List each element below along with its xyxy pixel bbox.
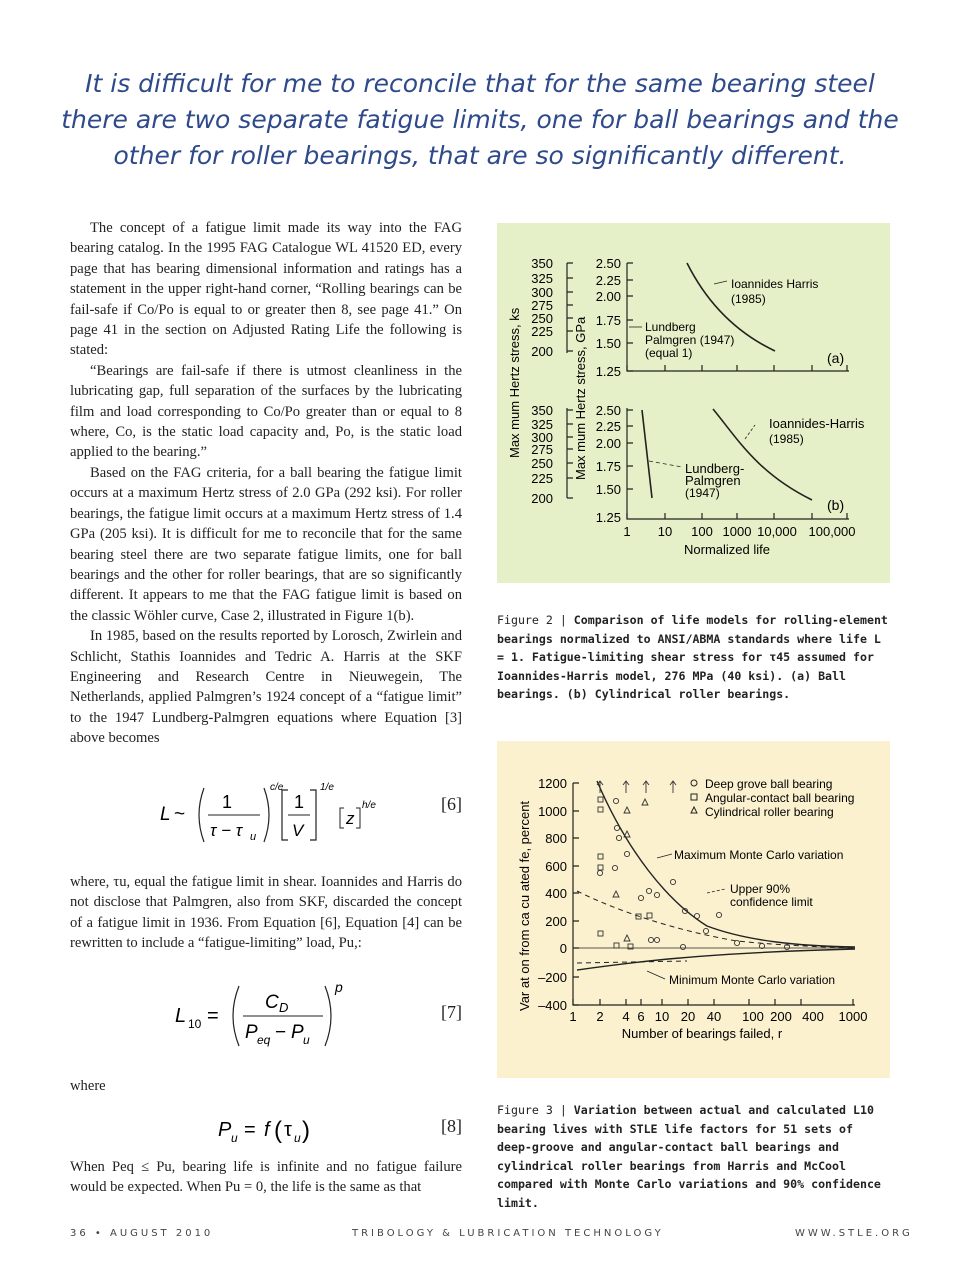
footer-center: TRIBOLOGY & LUBRICATION TECHNOLOGY bbox=[352, 1228, 664, 1239]
equation-7-number: [7] bbox=[441, 1002, 462, 1022]
fig2-xlabel: Normalized life bbox=[684, 542, 770, 557]
figure-3-chart bbox=[497, 741, 890, 1078]
fig3-y-tick: 1000 bbox=[538, 804, 567, 819]
svg-text:=: = bbox=[207, 1005, 219, 1027]
legend-square-icon bbox=[691, 794, 697, 800]
fig2-gpa-tick: 1.50 bbox=[595, 482, 621, 497]
fig3-y-tick: –400 bbox=[538, 998, 567, 1013]
fig2-gpa-ticks-a bbox=[596, 256, 621, 379]
fig3-legend-1: Deep grove ball bearing bbox=[705, 777, 833, 791]
fig2-ks-tick: 275 bbox=[531, 298, 553, 313]
svg-text:(: ( bbox=[274, 1117, 282, 1144]
fig3-y-tick: 0 bbox=[559, 941, 567, 956]
fig3-label-upper1: Upper 90% bbox=[730, 882, 791, 896]
fig3-label-min: Minimum Monte Carlo variation bbox=[669, 973, 836, 987]
svg-text:V: V bbox=[292, 821, 304, 840]
fig3-y-tick: 400 bbox=[545, 886, 567, 901]
equation-8 bbox=[70, 1110, 462, 1150]
figure-3-caption-label: Figure 3 | bbox=[497, 1103, 567, 1117]
fig2-label-lp-b3: (1947) bbox=[685, 486, 720, 500]
fig2-gpa-tick: 2.00 bbox=[595, 289, 621, 304]
fig2-ks-tick: 250 bbox=[531, 456, 553, 471]
fig2-gpa-tick: 2.25 bbox=[595, 419, 621, 434]
fig3-x-ticks bbox=[569, 1009, 867, 1024]
legend-triangle-icon bbox=[691, 807, 697, 813]
fig2-x-tick: 100,000 bbox=[808, 524, 856, 539]
fig2-label-lp-a1: Lundberg bbox=[645, 320, 696, 334]
fig2-ks-tick: 350 bbox=[531, 403, 553, 418]
fig2-ks-tick: 225 bbox=[531, 471, 553, 486]
svg-text:P: P bbox=[291, 1022, 304, 1043]
fig3-x-tick: 400 bbox=[802, 1009, 824, 1024]
paragraph-7: When Peq ≤ Pu, bearing life is infinite and no fatigue failure would be expected. When Pu = 0, the life is the same as that bbox=[70, 1159, 462, 1196]
body-column-2 bbox=[70, 872, 462, 954]
svg-text:u: u bbox=[231, 1131, 238, 1145]
equation-6-number: [6] bbox=[441, 794, 462, 814]
fig2-gpa-tick: 1.75 bbox=[595, 313, 621, 328]
footer-right: WWW.STLE.ORG bbox=[795, 1228, 913, 1239]
equation-8-formula bbox=[218, 1110, 418, 1150]
paragraph-5: where, τu, equal the fatigue limit in shear. Ioannides and Harris do not disclose that Palmgren, also from SKF, discarded the concept of a fatigue limit in 1936. From Equation [6], Equation [4] can be rewritten to include a “fatigue-limiting” load, Pu,: bbox=[70, 874, 462, 952]
fig3-x-tick: 200 bbox=[770, 1009, 792, 1024]
fig2-gpa-tick: 1.75 bbox=[595, 459, 621, 474]
fig3-y-tick: 600 bbox=[545, 859, 567, 874]
fig3-x-tick: 10 bbox=[654, 1009, 670, 1024]
figure-2-chart bbox=[497, 223, 890, 583]
fig3-legend-2: Angular-contact ball bearing bbox=[705, 791, 855, 805]
fig3-x-tick: 40 bbox=[706, 1009, 722, 1024]
fig3-y-tick: –200 bbox=[538, 970, 567, 985]
figure-2-caption bbox=[497, 611, 892, 704]
fig3-label-upper2: confidence limit bbox=[730, 895, 813, 909]
fig2-gpa-tick: 2.00 bbox=[595, 436, 621, 451]
svg-text:P: P bbox=[245, 1022, 258, 1043]
fig2-label-lp-a2: Palmgren (1947) bbox=[645, 333, 735, 347]
svg-text:P: P bbox=[218, 1119, 232, 1141]
fig3-x-tick: 20 bbox=[680, 1009, 696, 1024]
fig2-ks-tick: 225 bbox=[531, 324, 553, 339]
fig2-ks-ticks-a bbox=[531, 256, 553, 359]
legend-circle-icon bbox=[691, 780, 697, 786]
fig2-ks-tick: 350 bbox=[531, 256, 553, 271]
svg-text:−: − bbox=[275, 1022, 287, 1043]
fig2-ks-tick: 250 bbox=[531, 311, 553, 326]
svg-text:L: L bbox=[160, 804, 171, 825]
body-column-4 bbox=[70, 1157, 462, 1198]
equation-6-formula bbox=[160, 780, 520, 850]
fig2-label-lp-a3: (equal 1) bbox=[645, 346, 693, 360]
fig2-ks-tick: 200 bbox=[531, 491, 553, 506]
svg-text:τ − τ: τ − τ bbox=[210, 821, 243, 840]
paragraph-1: The concept of a fatigue limit made its way into the FAG bearing catalog. In the 1995 FAG Catalogue WL 41520 ED, every page that has bearing dimensional information and ratings has a statement in the upper right-hand corner, “Rolling bearings can be fail-safe if Co/Po is equal to or greater then 8, see page 41.” On page 41 in the section on Adjusted Rating Life the following is stated: bbox=[70, 220, 462, 359]
fig2-ks-tick: 325 bbox=[531, 271, 553, 286]
svg-text:h/e: h/e bbox=[362, 800, 376, 811]
fig2-x-tick: 100 bbox=[691, 524, 713, 539]
fig2-label-ih-b-year: (1985) bbox=[769, 432, 804, 446]
fig3-label-max: Maximum Monte Carlo variation bbox=[674, 848, 844, 862]
paragraph-4: In 1985, based on the results reported by Lorosch, Zwirlein and Schlicht, Stathis Ioannides and Tedric A. Harris at the SKF Engineering and Research Centre in Nieuwegein, The Netherlands, applied Palmgren’s 1924 concept of a “fatigue limit” to the 1947 Lundberg-Palmgren equations where Equation [3] above becomes bbox=[70, 628, 462, 747]
fig3-x-tick: 100 bbox=[742, 1009, 764, 1024]
fig2-ylabel-ks: Max mum Hertz stress, ks bbox=[507, 307, 522, 458]
svg-text:u: u bbox=[294, 1131, 301, 1145]
svg-text:1: 1 bbox=[222, 792, 233, 812]
svg-text:10: 10 bbox=[188, 1017, 202, 1031]
fig2-ks-tick: 325 bbox=[531, 417, 553, 432]
fig2-label-lp-b2: Palmgren bbox=[685, 473, 741, 488]
fig3-y-tick: 800 bbox=[545, 831, 567, 846]
fig2-panel-b: (b) bbox=[827, 497, 845, 513]
fig3-x-tick: 4 bbox=[622, 1009, 630, 1024]
fig3-legend-3: Cylindrical roller bearing bbox=[705, 805, 834, 819]
equation-6 bbox=[70, 780, 462, 850]
fig2-x-tick: 10 bbox=[657, 524, 673, 539]
svg-text:u: u bbox=[250, 831, 257, 843]
fig3-x-tick: 6 bbox=[637, 1009, 645, 1024]
fig2-gpa-tick: 1.50 bbox=[595, 336, 621, 351]
fig3-x-tick: 1 bbox=[569, 1009, 577, 1024]
svg-text:1: 1 bbox=[294, 792, 305, 812]
svg-text:C: C bbox=[265, 992, 279, 1013]
fig2-panel-a: (a) bbox=[827, 350, 845, 366]
svg-text:eq: eq bbox=[257, 1033, 271, 1047]
fig2-ks-tick: 275 bbox=[531, 442, 553, 457]
fig2-gpa-tick: 1.25 bbox=[595, 364, 621, 379]
figure-2 bbox=[497, 223, 890, 583]
pull-quote: It is difficult for me to reconcile that for the same bearing steel there are two separate fatigue limits, one for ball bearings and the other for roller bearings, that are so significantly different. bbox=[61, 69, 899, 170]
fig3-y-ticks bbox=[538, 776, 567, 1013]
fig2-x-tick: 1000 bbox=[722, 524, 752, 539]
svg-text:τ: τ bbox=[284, 1119, 292, 1141]
equation-7 bbox=[70, 980, 462, 1050]
svg-text:f: f bbox=[264, 1119, 270, 1141]
figure-3-caption bbox=[497, 1101, 892, 1213]
figure-2-caption-text: Comparison of life models for rolling-element bearings normalized to ANSI/ABMA standards where life L = 1. Fatigue-limiting shear stress for τ45 assumed for Ioannides-Harris model, 276 MPa (40 ksi). (a) Ball bearings. (b) Cylindrical roller bearings. bbox=[497, 613, 888, 702]
fig2-x-tick: 1 bbox=[623, 524, 631, 539]
fig2-x-tick: 10,000 bbox=[757, 524, 797, 539]
svg-text:c/e: c/e bbox=[270, 782, 284, 793]
svg-text:p: p bbox=[335, 980, 343, 995]
body-column bbox=[70, 218, 462, 749]
fig2-ks-tick: 300 bbox=[531, 285, 553, 300]
figure-2-caption-label: Figure 2 | bbox=[497, 613, 567, 627]
footer-left: 36 • AUGUST 2010 bbox=[70, 1228, 214, 1239]
svg-text:L: L bbox=[175, 1005, 187, 1027]
fig2-ks-tick: 200 bbox=[531, 344, 553, 359]
fig2-gpa-tick: 2.50 bbox=[595, 403, 621, 418]
fig3-x-tick: 2 bbox=[596, 1009, 604, 1024]
fig3-x-tick: 1000 bbox=[838, 1009, 868, 1024]
fig3-y-tick: 200 bbox=[545, 914, 567, 929]
fig3-y-tick: 1200 bbox=[538, 776, 567, 791]
fig2-gpa-tick: 2.50 bbox=[595, 256, 621, 271]
fig2-ylabel-gpa: Max mum Hertz stress, GPa bbox=[573, 316, 588, 480]
equation-8-number: [8] bbox=[441, 1116, 462, 1136]
figure-3 bbox=[497, 741, 890, 1078]
fig2-gpa-tick: 1.25 bbox=[595, 510, 621, 525]
fig2-ks-ticks-b bbox=[531, 403, 553, 506]
paragraph-3: Based on the FAG criteria, for a ball bearing the fatigue limit occurs at a maximum Hertz stress of 2.0 GPa (292 ksi). For roller bearings, the fatigue limit occurs at a maximum Hertz stress of 1.4 GPa (205 ksi). It is difficult for me to reconcile that for the same bearing steel there are two separate fatigue limits, one for ball bearings and the other for roller bearings, that are so significantly different. It appears to me that the FAG fatigue limit is based on the classic Wöhler curve, Case 2, illustrated in Figure 1(b). bbox=[70, 464, 462, 624]
fig2-label-ih-b: Ioannides-Harris bbox=[769, 416, 865, 431]
figure-3-caption-text: Variation between actual and calculated L10 bearing lives with STLE life factors for 51 sets of deep-groove and angular-contact ball bearings and cylindrical roller bearings from Harris and McCool compared with Monte Carlo variations and 90% confidence limit. bbox=[497, 1103, 881, 1210]
svg-text:=: = bbox=[244, 1119, 256, 1141]
fig2-x-ticks bbox=[623, 524, 855, 539]
fig2-label-ih-a-year: (1985) bbox=[731, 292, 766, 306]
fig2-label-lp-b1: Lundberg- bbox=[685, 461, 745, 476]
fig2-label-ih-a: Ioannides Harris bbox=[731, 277, 819, 291]
fig3-xlabel: Number of bearings failed, r bbox=[621, 1026, 783, 1041]
svg-text:1/e: 1/e bbox=[320, 782, 334, 793]
svg-text:~: ~ bbox=[174, 804, 186, 825]
fig2-ks-tick: 300 bbox=[531, 430, 553, 445]
fig2-gpa-ticks-b bbox=[596, 403, 621, 525]
fig3-ylabel: Var at on from ca cu ated fe, percent bbox=[517, 800, 532, 1011]
svg-text:): ) bbox=[302, 1117, 310, 1144]
paragraph-6: where bbox=[70, 1078, 106, 1094]
svg-text:D: D bbox=[279, 1000, 289, 1015]
fig2-gpa-tick: 2.25 bbox=[595, 273, 621, 288]
body-column-3 bbox=[70, 1076, 462, 1096]
svg-text:u: u bbox=[303, 1033, 310, 1047]
paragraph-2: “Bearings are fail-safe if there is utmost cleanliness in the lubricating gap, full separation of the surfaces by the lubricating film and load corresponding to Co/Po greater than or equal to 8 where, Co, is the static load capacity and, Po, is the static load applied to the bearing.” bbox=[70, 362, 462, 461]
svg-text:z: z bbox=[346, 809, 355, 828]
